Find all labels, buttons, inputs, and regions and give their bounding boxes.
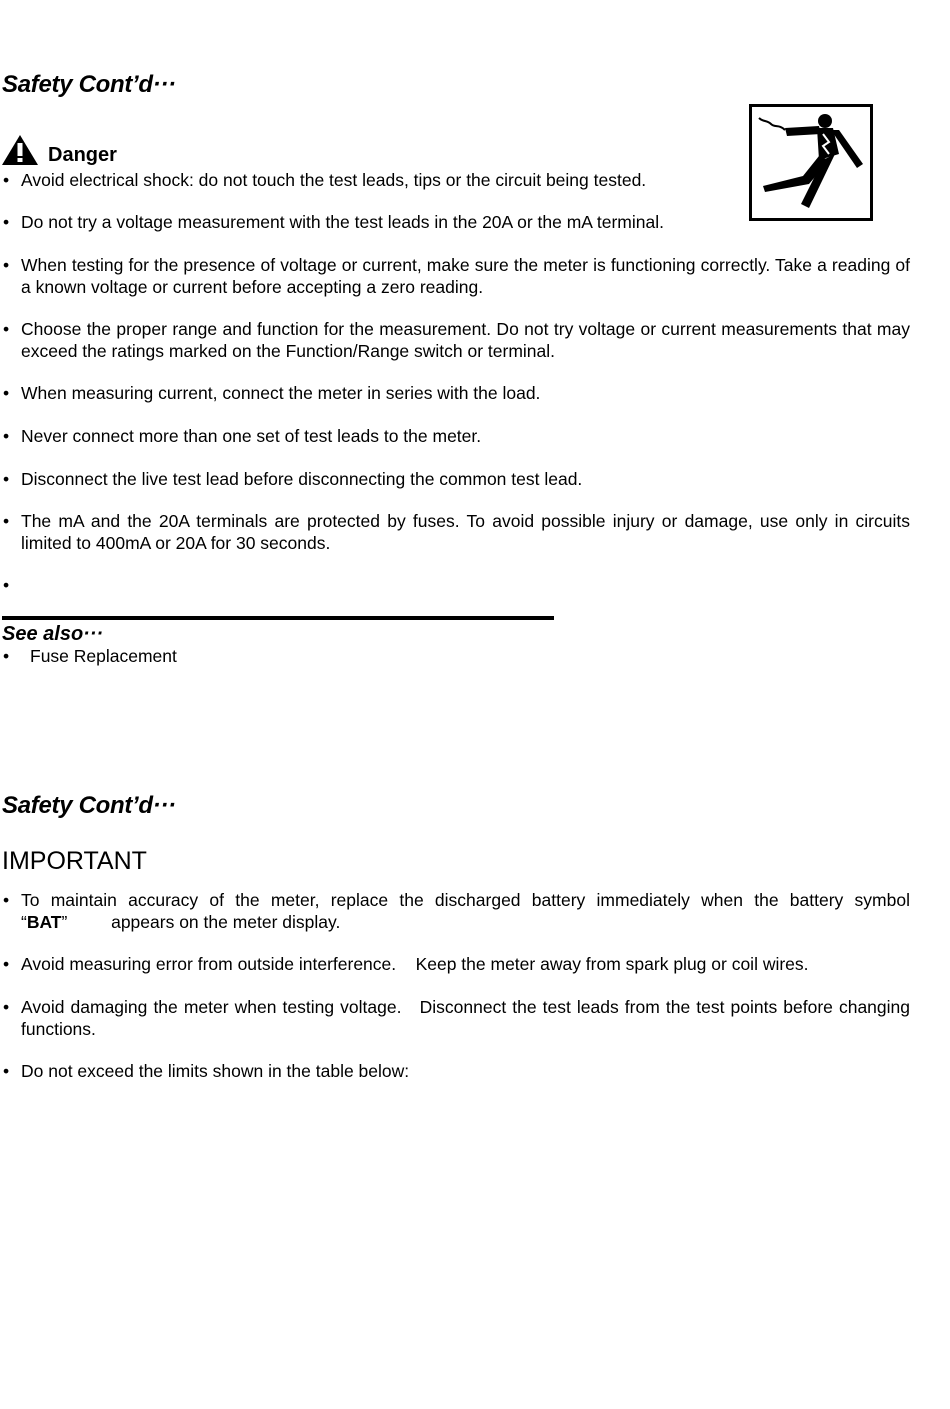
list-item: • When measuring current, connect the meter in series with the load. — [3, 383, 541, 403]
list-item: • Avoid measuring error from outside interference. Keep the meter away from spark plug or coil wires. — [3, 954, 809, 974]
section-title: Safety Cont’d··· — [2, 71, 176, 98]
see-also-heading: See also··· — [2, 623, 104, 645]
section-divider — [2, 616, 554, 620]
danger-heading: Danger — [48, 144, 117, 166]
warning-triangle-icon — [1, 134, 39, 166]
list-item: • When testing for the presence of voltage or current, make sure the meter is functioning correctly. Take a reading of a known voltage or current before accepting a zero reading. — [3, 255, 910, 297]
list-item: • Choose the proper range and function for the measurement. Do not try voltage or current measurements that may exceed the ratings marked on the Function/Range switch or terminal. — [3, 319, 910, 361]
section-title: Safety Cont’d··· — [2, 792, 176, 819]
list-item: • Disconnect the live test lead before disconnecting the common test lead. — [3, 469, 583, 489]
bat-symbol-text: BAT — [26, 911, 62, 932]
list-item: • Avoid electrical shock: do not touch the test leads, tips or the circuit being tested. — [3, 170, 647, 190]
fuse-replacement-link[interactable]: Fuse Replacement — [30, 646, 177, 666]
important-heading: IMPORTANT — [2, 847, 147, 875]
see-also-item[interactable]: • Fuse Replacement — [0, 646, 910, 668]
list-item: • Do not try a voltage measurement with the test leads in the 20A or the mA terminal. — [3, 212, 664, 232]
electrical-shock-hazard-icon — [749, 104, 873, 221]
list-item: • Avoid damaging the meter when testing voltage. Disconnect the test leads from the test points before changing functions. — [3, 997, 915, 1039]
list-item: • The mA and the 20A terminals are protected by fuses. To avoid possible injury or damage, use only in circuits limited to 400mA or 20A for 30 seconds. — [3, 511, 910, 553]
list-item: • To maintain accuracy of the meter, replace the discharged battery immediately when the battery symbol “BAT” appears on the meter display. — [3, 890, 910, 932]
list-item: • Do not exceed the limits shown in the table below: — [3, 1061, 410, 1081]
list-item: • Never connect more than one set of test leads to the meter. — [3, 426, 482, 446]
